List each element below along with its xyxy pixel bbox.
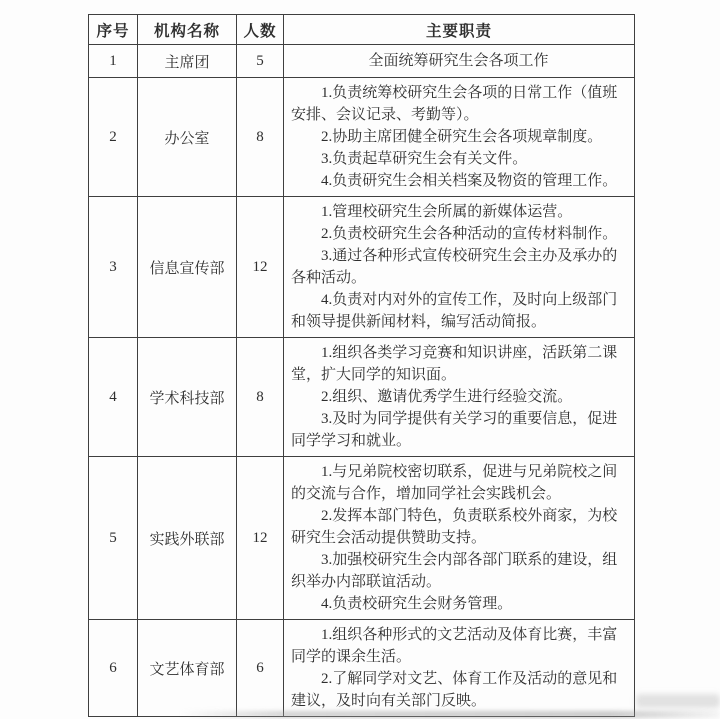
duty-item: 2.发挥本部门特色，负责联系校外商家，为校研究生会活动提供赞助支持。 xyxy=(291,508,618,546)
duty-item: 3.负责起草研究生会有关文件。 xyxy=(321,151,528,167)
member-count-cell: 12 xyxy=(237,197,284,338)
duty-item: 1.管理校研究生会所属的新媒体运营。 xyxy=(321,204,573,220)
org-name-cell: 学术科技部 xyxy=(138,338,237,457)
table-row xyxy=(89,620,635,717)
duty-item: 2.组织、邀请优秀学生进行经验交流。 xyxy=(321,389,573,405)
org-name-cell: 实践外联部 xyxy=(138,457,237,620)
duty-item: 3.加强校研究生会内部各部门联系的建设，组织举办内部联谊活动。 xyxy=(291,552,618,590)
duties-cell xyxy=(284,45,635,78)
duty-item: 2.协助主席团健全研究生会各项规章制度。 xyxy=(321,129,603,145)
duty-item: 1.负责统筹校研究生会各项的日常工作（值班安排、会议记录、考勤等）。 xyxy=(291,85,618,123)
duty-item: 3.及时为同学提供有关学习的重要信息，促进同学学习和就业。 xyxy=(291,411,618,449)
org-name-cell: 信息宣传部 xyxy=(138,197,237,338)
duty-item: 2.了解同学对文艺、体育工作及活动的意见和建议，及时向有关部门反映。 xyxy=(291,671,618,709)
member-count-cell: 12 xyxy=(237,457,284,620)
table-row xyxy=(89,338,635,457)
scan-artifact-bottom xyxy=(180,711,720,718)
table-header-row xyxy=(89,15,635,45)
duty-item: 1.组织各种形式的文艺活动及体育比赛，丰富同学的课余生活。 xyxy=(291,627,618,665)
duty-item: 全面统筹研究生会各项工作 xyxy=(368,53,549,69)
serial-number-cell: 3 xyxy=(89,197,138,338)
org-name-cell: 办公室 xyxy=(138,78,237,197)
table-row xyxy=(89,45,635,78)
header-org-name: 机构名称 xyxy=(138,15,237,45)
org-duties-table xyxy=(88,14,635,717)
serial-number-cell: 1 xyxy=(89,45,138,78)
duties-cell xyxy=(284,457,635,620)
member-count-cell: 8 xyxy=(237,338,284,457)
duty-item: 4.负责校研究生会财务管理。 xyxy=(321,596,513,612)
duty-item: 1.与兄弟院校密切联系，促进与兄弟院校之间的交流与合作，增加同学社会实践机会。 xyxy=(291,464,618,502)
org-name-cell: 文艺体育部 xyxy=(138,620,237,717)
duty-item: 3.通过各种形式宣传校研究生会主办及承办的各种活动。 xyxy=(291,248,618,286)
table-row xyxy=(89,197,635,338)
serial-number-cell: 4 xyxy=(89,338,138,457)
scan-artifact-right xyxy=(636,694,720,708)
header-main-duties: 主要职责 xyxy=(284,15,635,45)
header-serial-number: 序号 xyxy=(89,15,138,45)
member-count-cell: 6 xyxy=(237,620,284,717)
table-row xyxy=(89,457,635,620)
serial-number-cell: 2 xyxy=(89,78,138,197)
org-name-cell: 主席团 xyxy=(138,45,237,78)
duty-item: 4.负责研究生会相关档案及物资的管理工作。 xyxy=(321,173,618,189)
serial-number-cell: 6 xyxy=(89,620,138,717)
serial-number-cell: 5 xyxy=(89,457,138,620)
duty-item: 4.负责对内对外的宣传工作，及时向上级部门和领导提供新闻材料，编写活动简报。 xyxy=(291,292,618,330)
header-member-count: 人数 xyxy=(237,15,284,45)
duties-cell xyxy=(284,338,635,457)
table-row xyxy=(89,78,635,197)
member-count-cell: 5 xyxy=(237,45,284,78)
duty-item: 2.负责校研究生会各种活动的宣传材料制作。 xyxy=(321,226,618,242)
duties-cell xyxy=(284,620,635,717)
duty-item: 1.组织各类学习竞赛和知识讲座，活跃第二课堂，扩大同学的知识面。 xyxy=(291,345,618,383)
duties-cell xyxy=(284,78,635,197)
duties-cell xyxy=(284,197,635,338)
member-count-cell: 8 xyxy=(237,78,284,197)
